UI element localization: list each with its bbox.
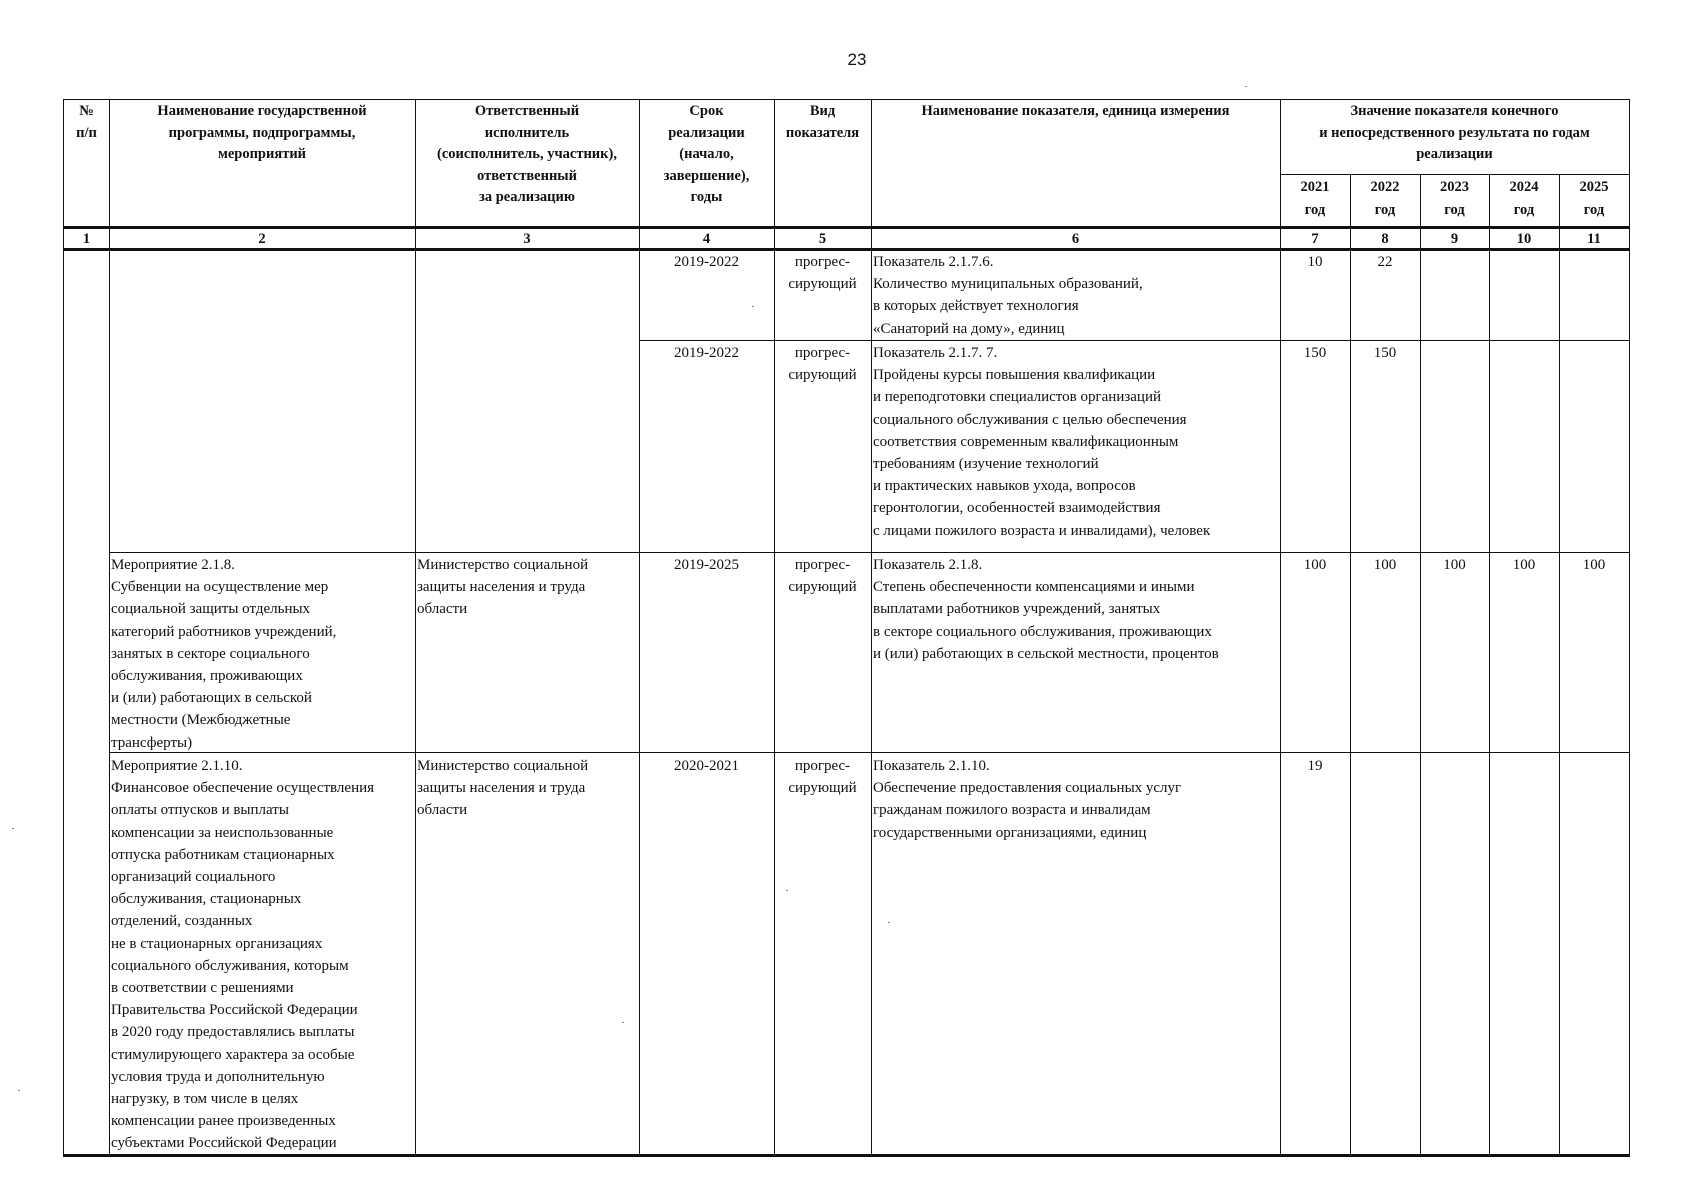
row2-value-2022: 150 bbox=[1373, 345, 1397, 361]
row3-value-2021: 100 bbox=[1303, 557, 1327, 573]
row1-type: прогрес- сирующий bbox=[788, 254, 857, 293]
colnum-4: 4 bbox=[702, 231, 711, 247]
row4-program: Мероприятие 2.1.10. Финансовое обеспечение осуществления оплаты отпусков и выплаты компенсации за неиспользованные отпуска работникам стационарных организаций социального обслуживания, стационарных отделений, созданных не в стационарных организациях социального обслуживания, которым в соответствии с решениями Правительства Российской Федерации в 2020 году предоставлялись выплаты стимулирующего характера за особые условия труда и дополнительную нагрузку, в том числе в целях компенсации ранее произведенных субъектами Российской Федерации bbox=[111, 758, 375, 1152]
colnum-6: 6 bbox=[1071, 231, 1080, 247]
row4-period: 2020-2021 bbox=[674, 758, 739, 774]
row4-indicator: Показатель 2.1.10. Обеспечение предоставления социальных услуг гражданам пожилого возраста и инвалидам государственными организациями, единиц bbox=[873, 758, 1182, 841]
header-year-2025: 2025 год bbox=[1579, 179, 1609, 218]
header-col5: Вид показателя bbox=[785, 103, 860, 141]
header-results-group: Значение показателя конечного и непосредственного результата по годам реализации bbox=[1319, 103, 1590, 162]
row3-value-2025: 100 bbox=[1582, 557, 1606, 573]
colnum-9: 9 bbox=[1450, 231, 1459, 247]
row2-period: 2019-2022 bbox=[674, 345, 739, 361]
header-col1: № п/п bbox=[76, 103, 97, 141]
row3-executor: Министерство социальной защиты населения и труда области bbox=[417, 557, 589, 618]
header-year-2023: 2023 год bbox=[1440, 179, 1469, 218]
row4-executor: Министерство социальной защиты населения и труда области bbox=[417, 758, 589, 819]
row1-value-2021: 10 bbox=[1307, 254, 1323, 270]
colnum-11: 11 bbox=[1587, 231, 1601, 247]
row4-type: прогрес- сирующий bbox=[788, 758, 857, 797]
header-year-2022: 2022 год bbox=[1370, 179, 1400, 218]
row1-indicator: Показатель 2.1.7.6. Количество муниципальных образований, в которых действует технология «Санаторий на дому», единиц bbox=[873, 254, 1143, 337]
colnum-1: 1 bbox=[82, 231, 91, 247]
row1-value-2022: 22 bbox=[1377, 254, 1393, 270]
colnum-3: 3 bbox=[523, 231, 531, 247]
colnum-5: 5 bbox=[818, 231, 827, 247]
row3-value-2024: 100 bbox=[1512, 557, 1536, 573]
header-col2: Наименование государственной программы, подпрограммы, мероприятий bbox=[157, 103, 367, 162]
header-year-2021: 2021 год bbox=[1300, 179, 1330, 218]
row3-type: прогрес- сирующий bbox=[788, 557, 857, 596]
row3-period: 2019-2025 bbox=[674, 557, 739, 573]
row3-program: Мероприятие 2.1.8. Субвенции на осуществление мер социальной защиты отдельных категорий работников учреждений, занятых в секторе социального обслуживания, проживающих и (или) работающих в сельской местности (Межбюджетные трансферты) bbox=[111, 557, 337, 751]
row3-value-2022: 100 bbox=[1373, 557, 1397, 573]
header-col3: Ответственный исполнитель (соисполнитель, участник), ответственный за реализацию bbox=[437, 103, 617, 205]
header-year-2024: 2024 год bbox=[1509, 179, 1539, 218]
row2-indicator: Показатель 2.1.7. 7. Пройдены курсы повышения квалификации и переподготовки специалистов организаций социального обслуживания с целью обеспечения соответствия современным квалификационным требованиям (изучение технологий и практических навыков ухода, вопросов геронтологии, особенностей взаимодействия с лицами пожилого возраста и инвалидами), человек bbox=[873, 345, 1211, 539]
row3-indicator: Показатель 2.1.8. Степень обеспеченности компенсациями и иными выплатами работников учреждений, занятых в секторе социального обслуживания, проживающих и (или) работающих в сельской местности, процентов bbox=[873, 557, 1219, 662]
colnum-7: 7 bbox=[1311, 231, 1319, 247]
row2-value-2021: 150 bbox=[1303, 345, 1327, 361]
colnum-8: 8 bbox=[1381, 231, 1389, 247]
row4-value-2021: 19 bbox=[1307, 758, 1323, 774]
row2-type: прогрес- сирующий bbox=[788, 345, 857, 384]
header-col4: Срок реализации (начало, завершение), годы bbox=[663, 103, 750, 205]
header-col6: Наименование показателя, единица измерения bbox=[921, 103, 1230, 119]
colnum-10: 10 bbox=[1516, 231, 1532, 247]
colnum-2: 2 bbox=[258, 231, 266, 247]
row1-period: 2019-2022 bbox=[674, 254, 739, 270]
row3-value-2023: 100 bbox=[1443, 557, 1466, 573]
page-number: 23 bbox=[847, 50, 867, 69]
